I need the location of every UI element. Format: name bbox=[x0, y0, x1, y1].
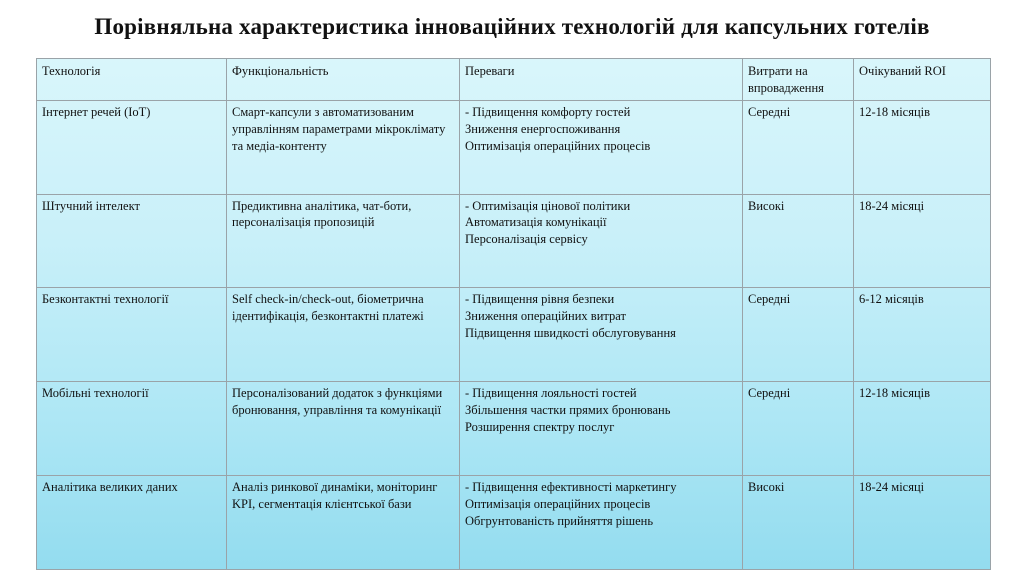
cell-functionality: Персоналізований додаток з функціями бронювання, управління та комунікації bbox=[227, 382, 460, 476]
cell-advantages: - Підвищення комфорту гостей Зниження енергоспоживання Оптимізація операційних процесів bbox=[460, 100, 743, 194]
cell-advantages: - Підвищення ефективності маркетингу Оптимізація операційних процесів Обгрунтованість прийняття рішень bbox=[460, 476, 743, 570]
table-row bbox=[37, 382, 991, 476]
table-row bbox=[37, 100, 991, 194]
cell-roi: 12-18 місяців bbox=[854, 100, 991, 194]
cell-advantages: - Підвищення лояльності гостей Збільшення частки прямих бронювань Розширення спектру послуг bbox=[460, 382, 743, 476]
cell-roi: 6-12 місяців bbox=[854, 288, 991, 382]
cell-costs: Високі bbox=[743, 194, 854, 288]
cell-functionality: Смарт-капсули з автоматизованим управлінням параметрами мікроклімату та медіа-контенту bbox=[227, 100, 460, 194]
header-functionality: Функціональність bbox=[227, 59, 460, 101]
cell-technology: Штучний інтелект bbox=[37, 194, 227, 288]
cell-technology: Мобільні технології bbox=[37, 382, 227, 476]
comparison-table bbox=[36, 58, 991, 570]
cell-costs: Високі bbox=[743, 476, 854, 570]
cell-technology: Інтернет речей (IoT) bbox=[37, 100, 227, 194]
cell-technology: Безконтактні технології bbox=[37, 288, 227, 382]
cell-costs: Середні bbox=[743, 288, 854, 382]
cell-functionality: Предиктивна аналітика, чат-боти, персоналізація пропозицій bbox=[227, 194, 460, 288]
header-expected-roi: Очікуваний ROI bbox=[854, 59, 991, 101]
table-row bbox=[37, 476, 991, 570]
header-advantages: Переваги bbox=[460, 59, 743, 101]
cell-advantages: - Підвищення рівня безпеки Зниження операційних витрат Підвищення швидкості обслуговування bbox=[460, 288, 743, 382]
cell-functionality: Self check-in/check-out, біометрична ідентифікація, безконтактні платежі bbox=[227, 288, 460, 382]
comparison-table-container bbox=[36, 58, 990, 570]
table-header-row bbox=[37, 59, 991, 101]
table-row bbox=[37, 288, 991, 382]
cell-functionality: Аналіз ринкової динаміки, моніторинг KPI, сегментація клієнтської бази bbox=[227, 476, 460, 570]
cell-costs: Середні bbox=[743, 382, 854, 476]
cell-technology: Аналітика великих даних bbox=[37, 476, 227, 570]
page-title: Порівняльна характеристика інноваційних технологій для капсульних готелів bbox=[94, 14, 930, 39]
cell-roi: 18-24 місяці bbox=[854, 194, 991, 288]
cell-roi: 12-18 місяців bbox=[854, 382, 991, 476]
cell-roi: 18-24 місяці bbox=[854, 476, 991, 570]
cell-advantages: - Оптимізація цінової політики Автоматизація комунікації Персоналізація сервісу bbox=[460, 194, 743, 288]
table-row bbox=[37, 194, 991, 288]
cell-costs: Середні bbox=[743, 100, 854, 194]
header-implementation-costs: Витрати на впровадження bbox=[743, 59, 854, 101]
header-technology: Технологія bbox=[37, 59, 227, 101]
